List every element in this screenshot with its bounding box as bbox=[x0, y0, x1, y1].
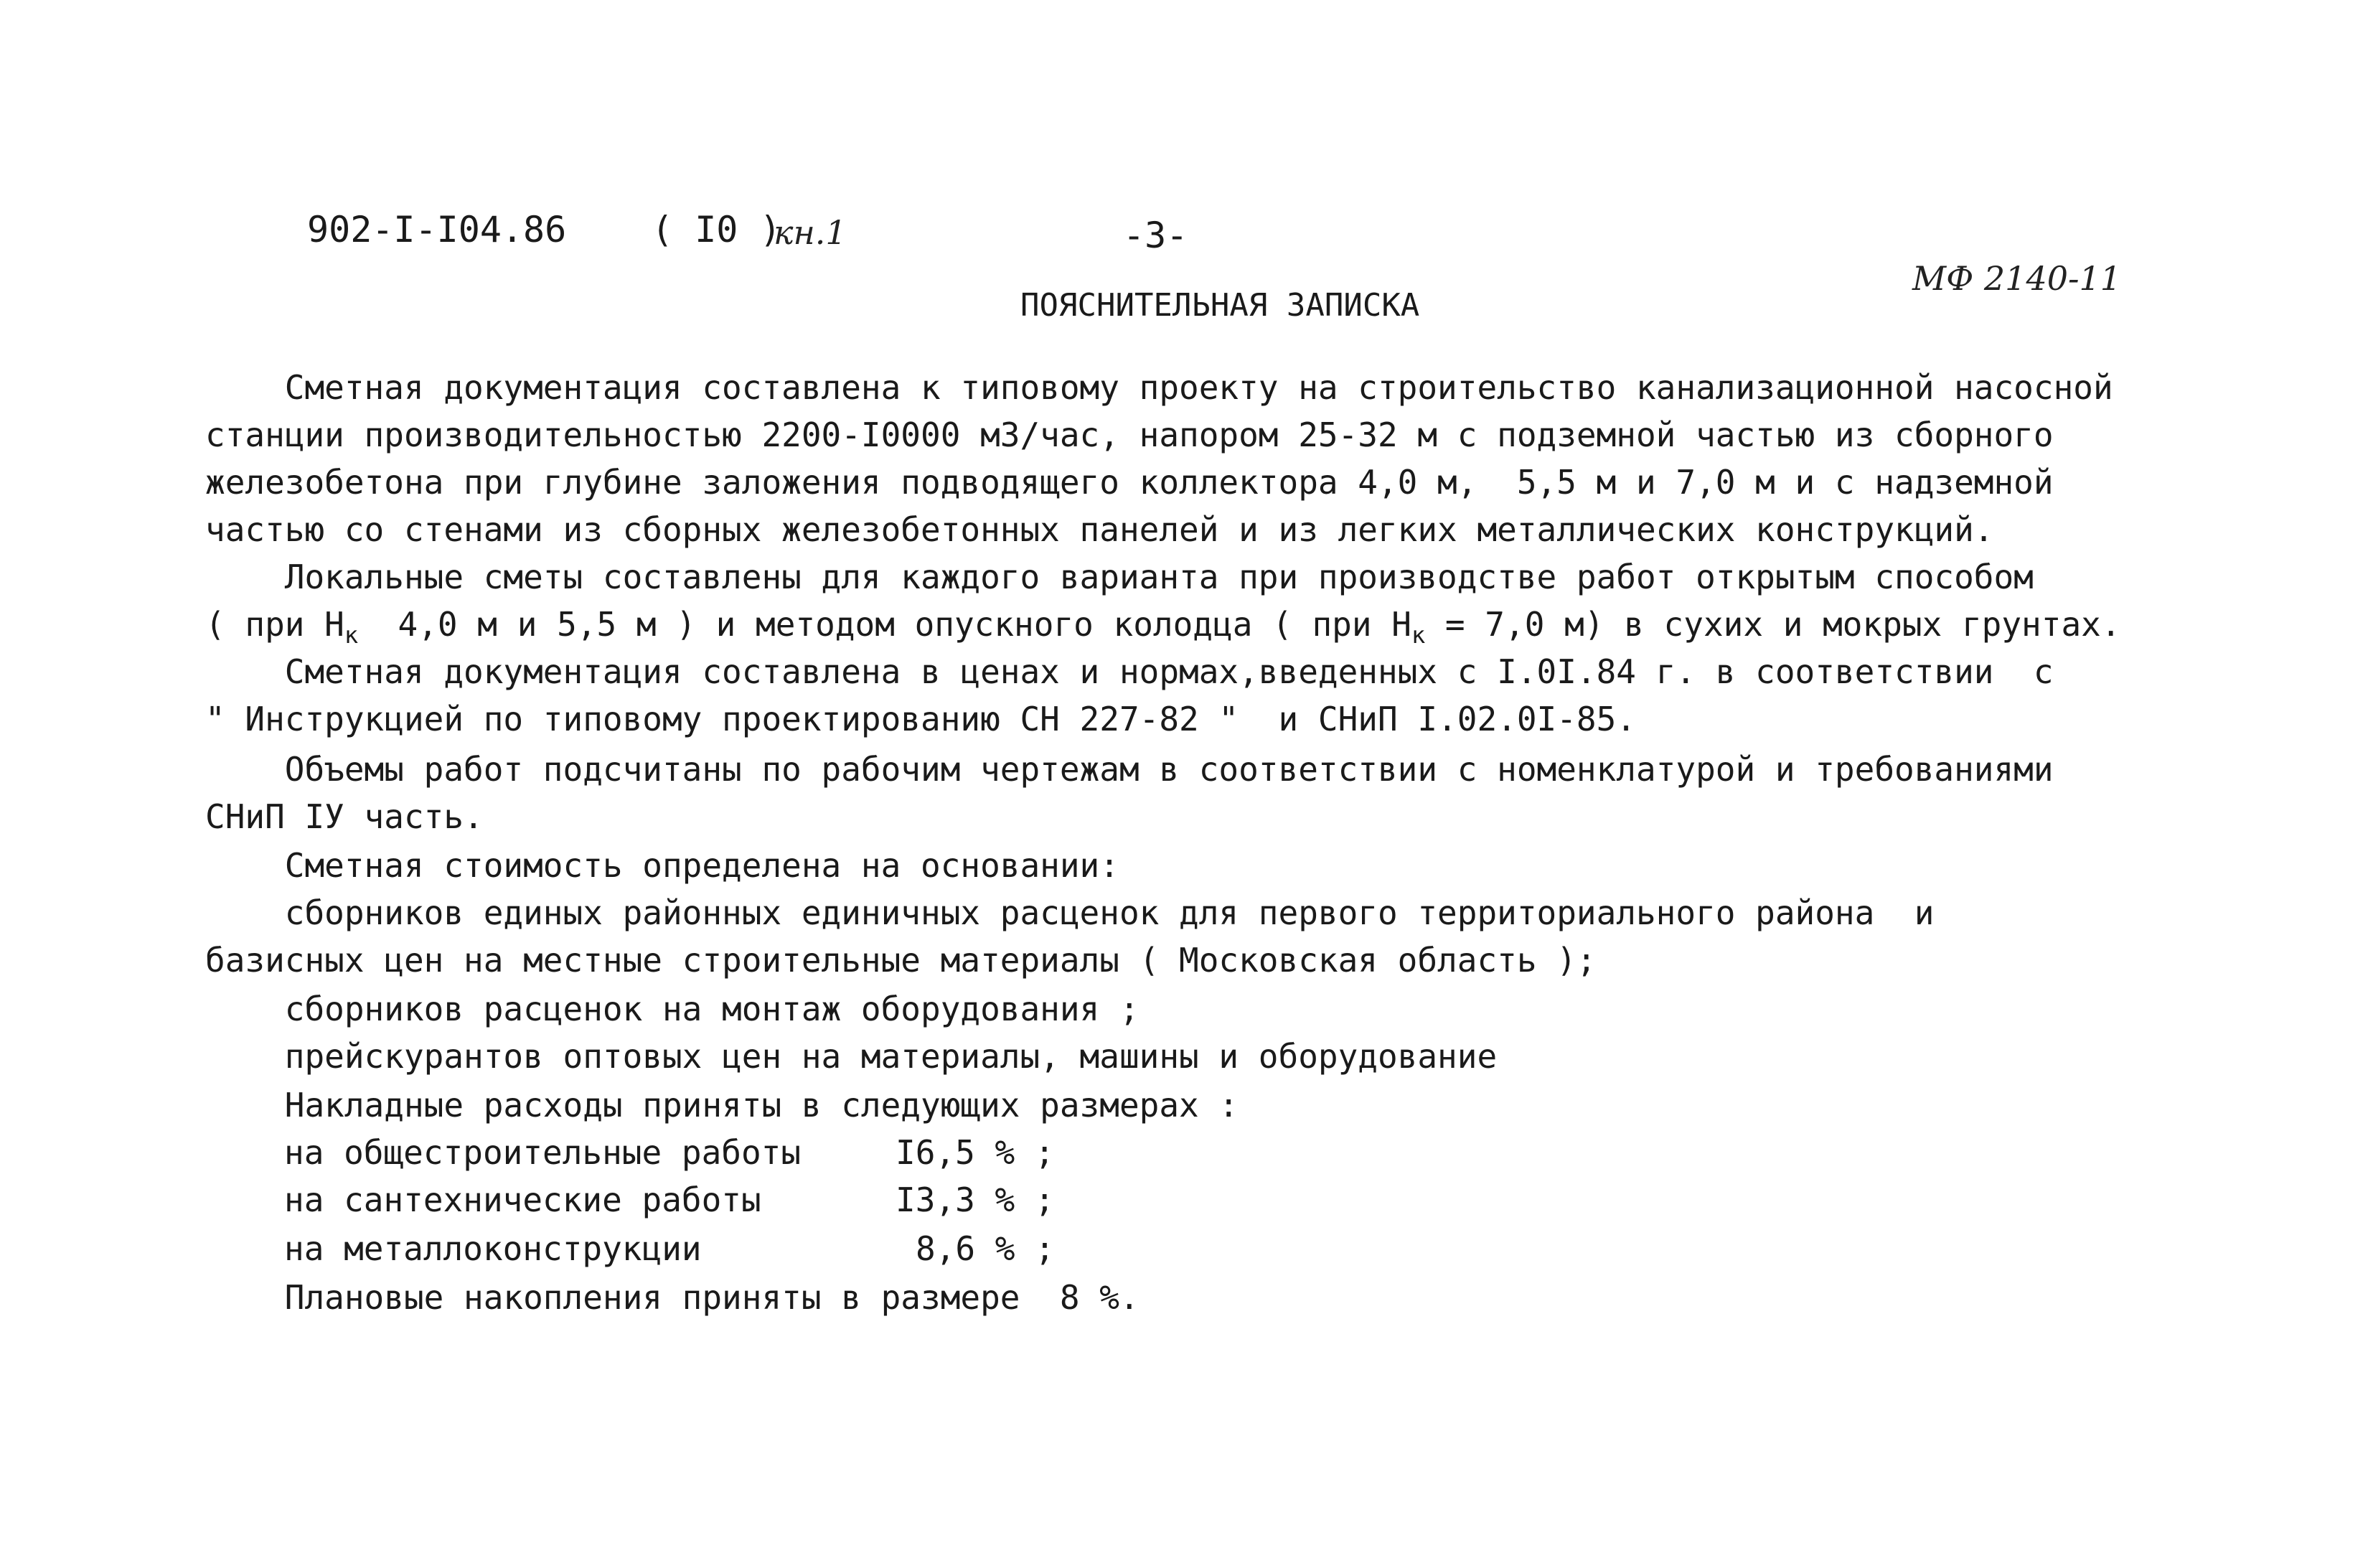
rate-label: на общестроительные работы bbox=[284, 1133, 802, 1172]
rate-label: на металлоконструкции bbox=[284, 1229, 702, 1268]
paragraph-2-line-1: Локальные сметы составлены для каждого варианта при производстве работ открытым способом bbox=[205, 558, 2034, 596]
paragraph-7-line-1: Плановые накопления приняты в размере 8 %. bbox=[205, 1278, 1139, 1317]
album-handwritten-note: кн.1 bbox=[774, 213, 847, 252]
archive-mark-handwritten: МФ 2140-11 bbox=[1912, 259, 2122, 298]
paragraph-5-line-2: сборников единых районных единичных расценок для первого территориального района и bbox=[205, 893, 1935, 932]
paragraph-3-line-1: Сметная документация составлена в ценах и нормах,введенных с I.0I.84 г. в соответствии с bbox=[205, 652, 2054, 691]
subscript-k: к bbox=[344, 621, 359, 649]
subscript-k: к bbox=[1411, 621, 1426, 649]
paragraph-5-line-1: Сметная стоимость определена на основании: bbox=[205, 846, 1119, 885]
paragraph-5-line-4: сборников расценок на монтаж оборудования ; bbox=[205, 990, 1139, 1028]
rate-value: I3,3 % ; bbox=[896, 1180, 1055, 1219]
paragraph-4-line-1: Объемы работ подсчитаны по рабочим чертежам в соответствии с номенклатурой и требованиями bbox=[205, 750, 2054, 789]
paragraph-1-line-2: станции производительностью 2200-I0000 м3/час, напором 25-32 м с подземной частью из сборного bbox=[205, 416, 2054, 454]
rate-label: на сантехнические работы bbox=[284, 1180, 761, 1219]
paragraph-1-line-1: Сметная документация составлена к типовому проекту на строительство канализационной насосной bbox=[205, 368, 2113, 407]
paragraph-5-line-5: прейскурантов оптовых цен на материалы, машины и оборудование bbox=[205, 1037, 1498, 1076]
page-title: ПОЯСНИТЕЛЬНАЯ ЗАПИСКА bbox=[1020, 287, 1420, 324]
text-fragment: = 7,0 м) в сухих и мокрых грунтах. bbox=[1425, 605, 2121, 644]
rate-value: 8,6 % ; bbox=[916, 1229, 1055, 1268]
paragraph-2-line-2 bbox=[205, 604, 2121, 649]
paragraph-6-line-1: Накладные расходы приняты в следующих размерах : bbox=[205, 1086, 1239, 1125]
paragraph-3-line-2: " Инструкцией по типовому проектированию СН 227-82 " и СНиП I.02.0I-85. bbox=[205, 700, 1636, 738]
paragraph-1-line-3: железобетона при глубине заложения подводящего коллектора 4,0 м, 5,5 м и 7,0 м и с надземной bbox=[205, 463, 2054, 502]
paragraph-4-line-2: СНиП IУ часть. bbox=[205, 797, 484, 836]
text-fragment: ( при Н bbox=[205, 605, 344, 644]
album-number: ( I0 ) bbox=[652, 209, 781, 250]
page-number: -3- bbox=[1123, 215, 1188, 256]
text-fragment: 4,0 м и 5,5 м ) и методом опускного колодца ( при Н bbox=[358, 605, 1411, 644]
paragraph-5-line-3: базисных цен на местные строительные материалы ( Московская область ); bbox=[205, 941, 1597, 980]
rate-value: I6,5 % ; bbox=[896, 1133, 1055, 1172]
paragraph-1-line-4: частью со стенами из сборных железобетонных панелей и из легких металлических конструкций. bbox=[205, 510, 1994, 549]
doc-code: 902-I-I04.86 bbox=[307, 209, 567, 250]
